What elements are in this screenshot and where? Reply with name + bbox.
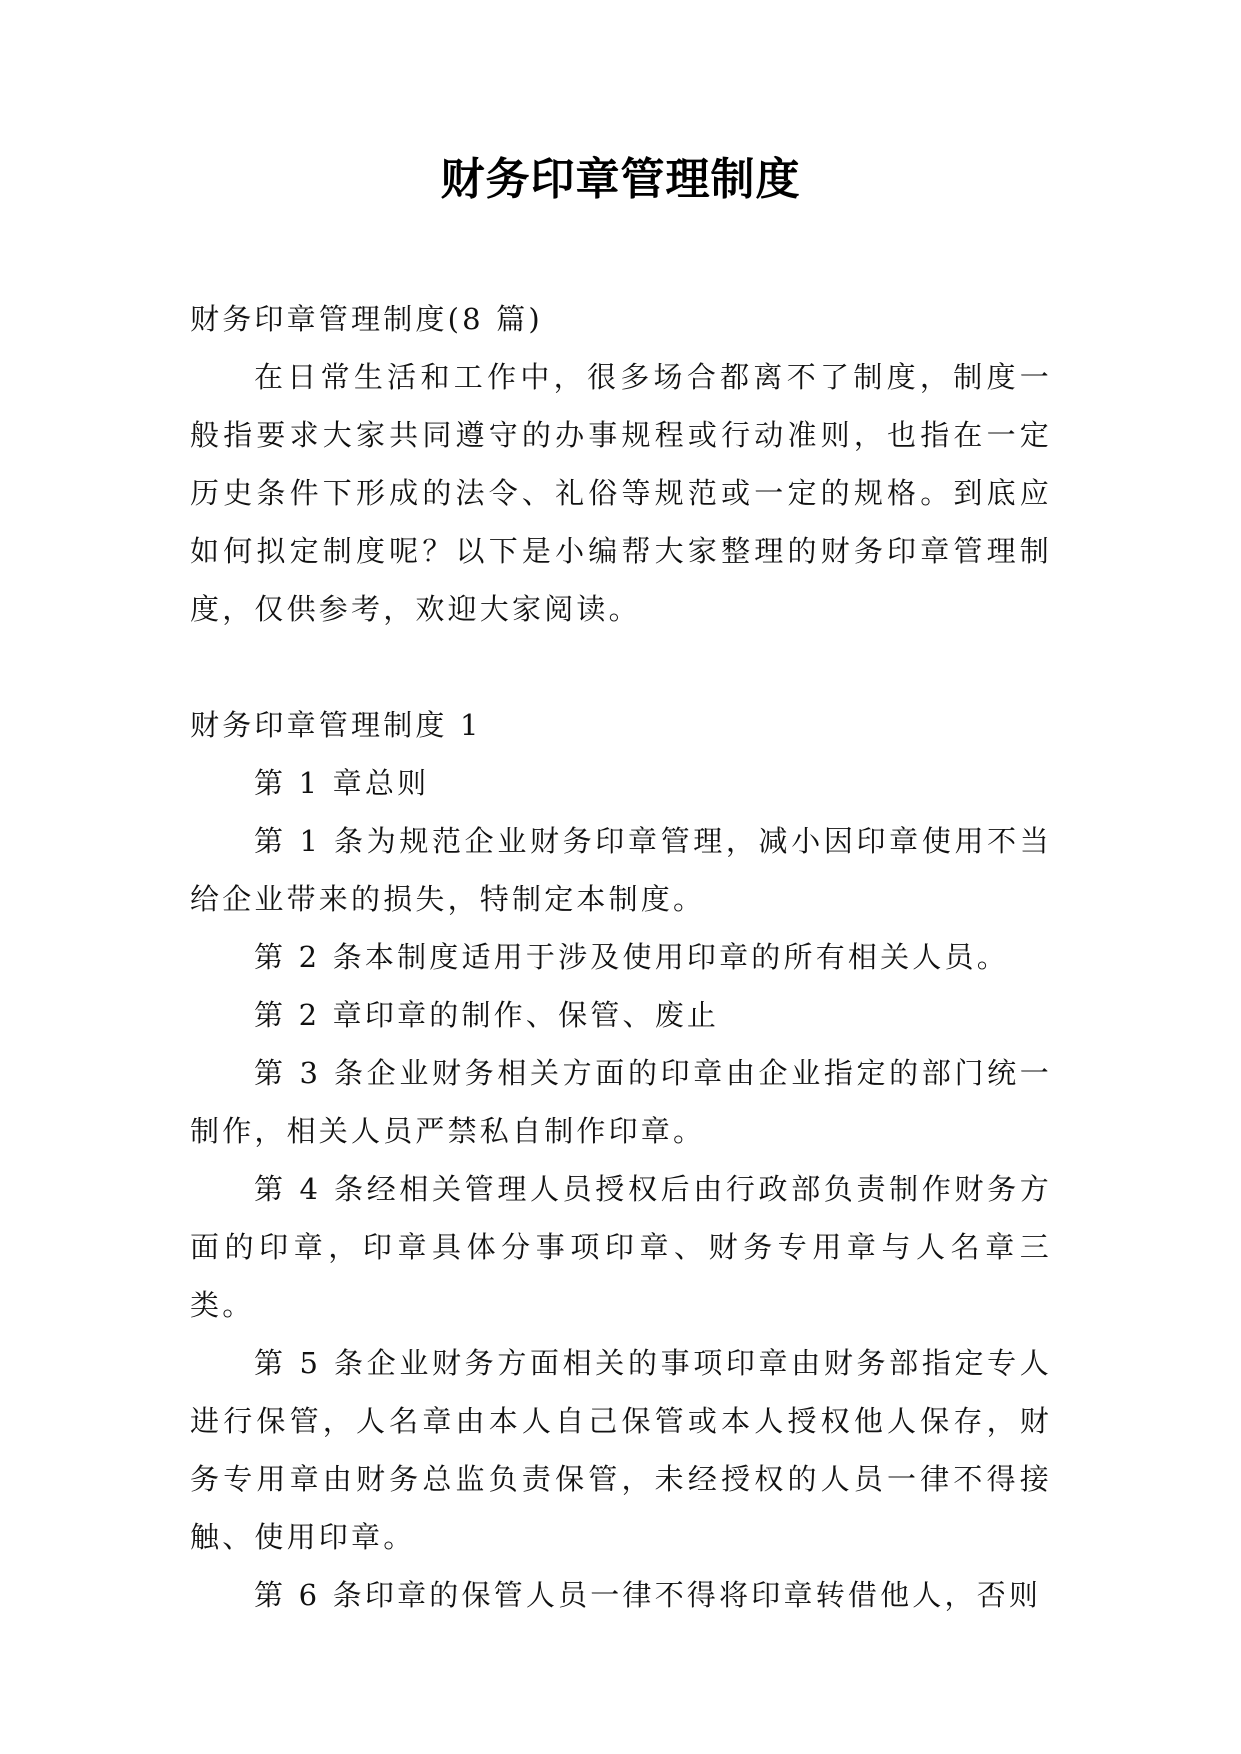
article-paragraph: 第 1 条为规范企业财务印章管理，减小因印章使用不当给企业带来的损失，特制定本制度。	[190, 824, 1052, 916]
article-paragraph: 第 4 条经相关管理人员授权后由行政部负责制作财务方面的印章，印章具体分事项印章、财务专用章与人名章三类。	[190, 1172, 1052, 1322]
document-body	[190, 290, 1052, 1624]
chapter-heading: 第 1 章总则	[254, 766, 430, 800]
section-spacer	[190, 638, 1052, 696]
article-paragraph: 第 3 条企业财务相关方面的印章由企业指定的部门统一制作，相关人员严禁私自制作印章。	[190, 1056, 1052, 1148]
article-paragraph: 第 5 条企业财务方面相关的事项印章由财务部指定专人进行保管，人名章由本人自己保管或本人授权他人保存，财务专用章由财务总监负责保管，未经授权的人员一律不得接触、使用印章。	[190, 1346, 1052, 1554]
section-heading: 财务印章管理制度 1	[190, 708, 482, 742]
intro-paragraph: 在日常生活和工作中，很多场合都离不了制度，制度一般指要求大家共同遵守的办事规程或行动准则，也指在一定历史条件下形成的法令、礼俗等规范或一定的规格。到底应如何拟定制度呢？以下是小编帮大家整理的财务印章管理制度，仅供参考，欢迎大家阅读。	[190, 360, 1052, 626]
article-paragraph: 第 6 条印章的保管人员一律不得将印章转借他人，否则	[254, 1578, 1042, 1612]
chapter-heading: 第 2 章印章的制作、保管、废止	[254, 998, 720, 1032]
document-title: 财务印章管理制度	[440, 154, 801, 205]
article-paragraph: 第 2 条本制度适用于涉及使用印章的所有相关人员。	[254, 940, 1009, 974]
document-subtitle: 财务印章管理制度(8 篇)	[190, 302, 543, 336]
